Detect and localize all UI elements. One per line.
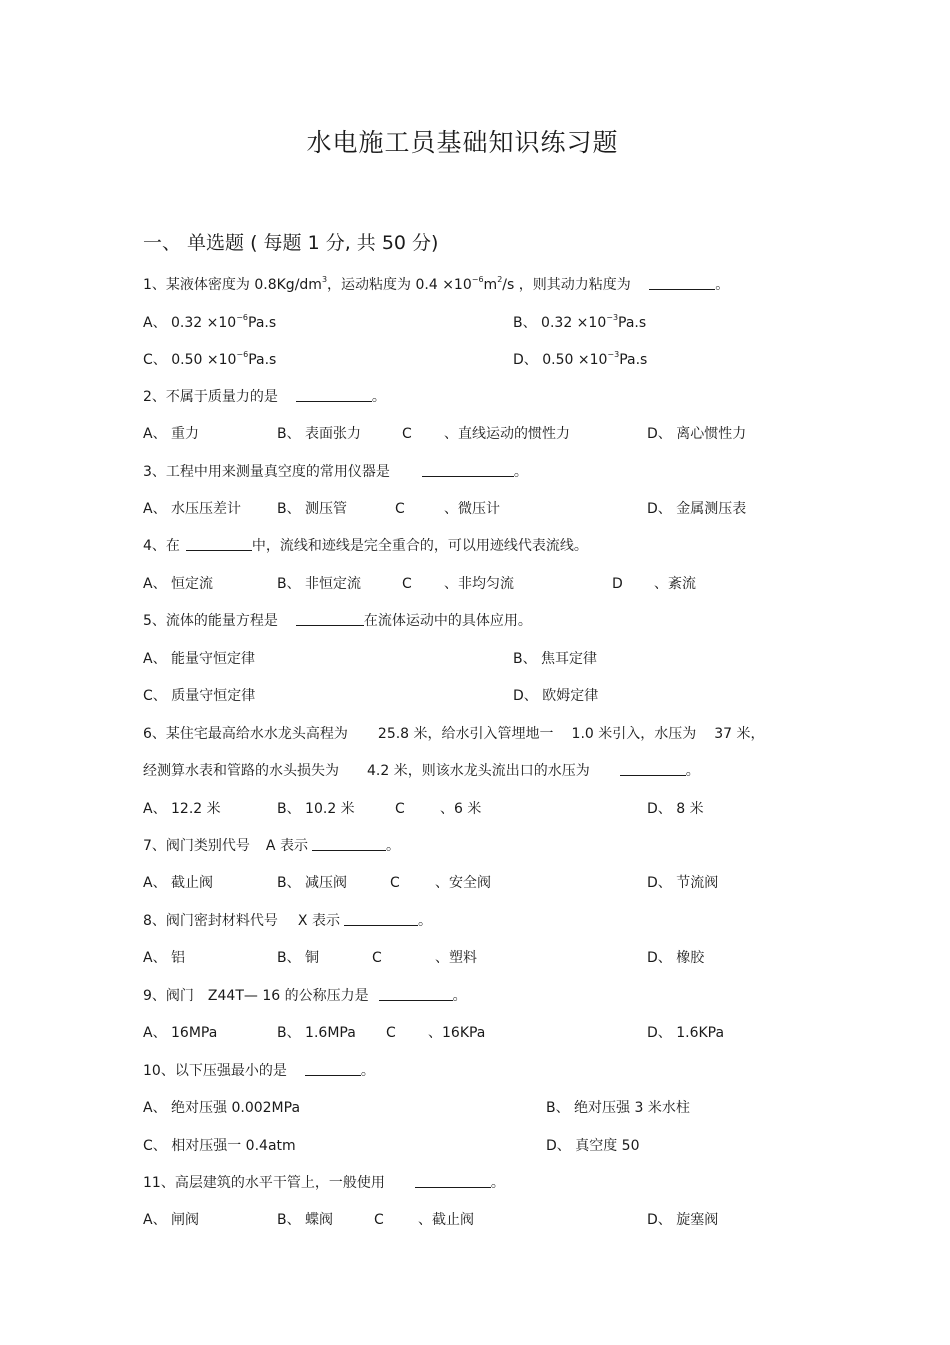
option-a[interactable]: A、 能量守恒定律 — [143, 651, 256, 667]
answer-blank[interactable] — [186, 537, 252, 551]
option-c[interactable]: 、6 米 — [440, 801, 482, 817]
answer-blank[interactable] — [305, 1062, 361, 1076]
option-a[interactable]: A、 恒定流 — [143, 576, 214, 592]
option-a[interactable]: A、 铝 — [143, 950, 186, 966]
option-c-letter[interactable]: C — [402, 426, 412, 442]
answer-blank[interactable] — [344, 912, 418, 926]
option-a[interactable]: A、 重力 — [143, 426, 200, 442]
option-c[interactable]: 、微压计 — [444, 501, 500, 517]
option-c-letter[interactable]: C — [402, 576, 412, 592]
question-7: 7、阀门类别代号 A 表示 。 — [143, 838, 400, 854]
option-d[interactable]: D、 欧姆定律 — [513, 688, 599, 704]
option-b[interactable]: B、 测压管 — [277, 501, 348, 517]
option-c[interactable]: 、直线运动的惯性力 — [444, 426, 570, 442]
option-a[interactable]: A、 闸阀 — [143, 1212, 200, 1228]
question-11: 11、高层建筑的水平干管上，一般使用 。 — [143, 1175, 505, 1191]
option-d[interactable]: D、 金属测压表 — [647, 501, 747, 517]
question-2: 2、不属于质量力的是 。 — [143, 389, 386, 405]
question-6-line-1: 6、某住宅最高给水水龙头高程为 25.8 米，给水引入管埋地一 1.0 米引入，水压为 37 米， — [143, 726, 765, 742]
option-d[interactable]: D、 $0.50 \times 10^{-3}Pa.s$ — [513, 350, 648, 368]
option-a[interactable]: A、 16MPa — [143, 1025, 218, 1041]
question-9: 9、阀门 Z44T— 16 的公称压力是 。 — [143, 988, 467, 1004]
section-heading: 一、 单选题 ( 每题 1 分, 共 50 分) — [143, 232, 439, 254]
option-b[interactable]: B、 $0.32 \times 10^{-3}Pa.s$ — [513, 313, 647, 331]
option-c[interactable]: C、 $0.50 \times 10^{-6}Pa.s$ — [143, 350, 277, 368]
answer-blank[interactable] — [379, 987, 453, 1001]
option-b[interactable]: B、 铜 — [277, 950, 320, 966]
option-c-letter[interactable]: C — [372, 950, 382, 966]
option-d[interactable]: D、 节流阀 — [647, 875, 719, 891]
option-d[interactable]: D、 旋塞阀 — [647, 1212, 719, 1228]
option-c-letter[interactable]: C — [374, 1212, 384, 1228]
question-8: 8、阀门密封材料代号 X 表示 。 — [143, 913, 432, 929]
answer-blank[interactable] — [620, 762, 686, 776]
option-c-letter[interactable]: C — [390, 875, 400, 891]
question-10: 10、以下压强最小的是 。 — [143, 1063, 375, 1079]
question-3: 3、工程中用来测量真空度的常用仪器是 。 — [143, 464, 528, 480]
option-b[interactable]: B、 10.2 米 — [277, 801, 355, 817]
option-c[interactable]: C、 相对压强一 0.4atm — [143, 1138, 296, 1154]
question-5: 5、流体的能量方程是 在流体运动中的具体应用。 — [143, 613, 532, 629]
answer-blank[interactable] — [296, 612, 364, 626]
question-1: 1、某液体密度为 $0.8Kg/dm^3$，运动粘度为 $0.4 \times 10^{-6}m^2/s$ ，则其动力粘度为 。 — [143, 275, 730, 293]
option-a[interactable]: A、 绝对压强 0.002MPa — [143, 1100, 301, 1116]
option-a[interactable]: A、 截止阀 — [143, 875, 214, 891]
answer-blank[interactable] — [422, 463, 514, 477]
option-b[interactable]: B、 表面张力 — [277, 426, 362, 442]
option-c[interactable]: 、非均匀流 — [444, 576, 514, 592]
option-b[interactable]: B、 1.6MPa — [277, 1025, 356, 1041]
option-d[interactable]: D、 离心惯性力 — [647, 426, 747, 442]
option-d[interactable]: D、 8 米 — [647, 801, 704, 817]
option-c[interactable]: C、 质量守恒定律 — [143, 688, 256, 704]
option-a[interactable]: A、 $0.32 \times 10^{-6}Pa.s$ — [143, 313, 277, 331]
question-6-line-2: 经测算水表和管路的水头损失为 4.2 米，则该水龙头流出口的水压为 。 — [143, 763, 700, 779]
option-d[interactable]: D、 橡胶 — [647, 950, 705, 966]
option-b[interactable]: B、 非恒定流 — [277, 576, 362, 592]
option-c-letter[interactable]: C — [386, 1025, 396, 1041]
option-d[interactable]: 、紊流 — [654, 576, 696, 592]
option-b[interactable]: B、 减压阀 — [277, 875, 348, 891]
option-b[interactable]: B、 绝对压强 3 米水柱 — [546, 1100, 690, 1116]
option-d[interactable]: D、 1.6KPa — [647, 1025, 725, 1041]
answer-blank[interactable] — [649, 276, 715, 290]
option-c[interactable]: 、塑料 — [435, 950, 477, 966]
option-c-letter[interactable]: C — [395, 501, 405, 517]
answer-blank[interactable] — [415, 1174, 491, 1188]
option-a[interactable]: A、 水压压差计 — [143, 501, 242, 517]
option-b[interactable]: B、 焦耳定律 — [513, 651, 598, 667]
page-title: 水电施工员基础知识练习题 — [306, 128, 619, 157]
option-c-letter[interactable]: C — [395, 801, 405, 817]
option-d-letter[interactable]: D — [612, 576, 623, 592]
answer-blank[interactable] — [312, 837, 386, 851]
question-4: 4、在 中，流线和迹线是完全重合的，可以用迹线代表流线。 — [143, 538, 588, 554]
option-a[interactable]: A、 12.2 米 — [143, 801, 221, 817]
option-d[interactable]: D、 真空度 50 — [546, 1138, 640, 1154]
option-c[interactable]: 、16KPa — [428, 1025, 486, 1041]
answer-blank[interactable] — [296, 388, 372, 402]
option-c[interactable]: 、安全阀 — [435, 875, 491, 891]
option-b[interactable]: B、 蝶阀 — [277, 1212, 334, 1228]
option-c[interactable]: 、截止阀 — [418, 1212, 474, 1228]
